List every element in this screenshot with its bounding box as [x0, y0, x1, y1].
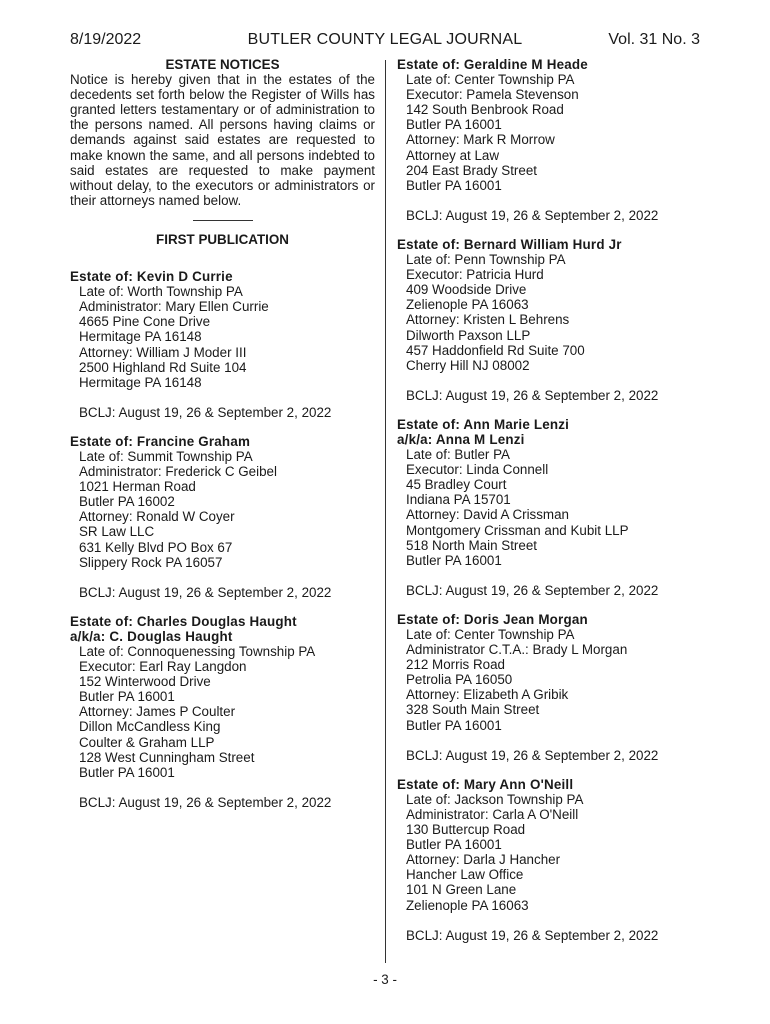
- estate-notice: [70, 614, 375, 810]
- estate-notice: [397, 57, 702, 223]
- publication-dates: BCLJ: August 19, 26 & September 2, 2022: [406, 582, 659, 598]
- estate-detail-line: Dilworth Paxson LLP: [406, 327, 531, 343]
- estate-detail-line: Butler PA 16001: [406, 177, 502, 193]
- estate-detail-line: Hermitage PA 16148: [79, 374, 202, 390]
- estate-title: Estate of: Mary Ann O'Neill: [397, 776, 574, 792]
- publication-dates: BCLJ: August 19, 26 & September 2, 2022: [79, 584, 332, 600]
- estate-detail-line: Zelienople PA 16063: [406, 297, 529, 313]
- publication-date: 8/19/2022: [70, 31, 142, 48]
- estate-detail-line: Zelienople PA 16063: [406, 897, 529, 913]
- estate-detail-line: Attorney: David A Crissman: [406, 507, 569, 523]
- estate-detail-line: 212 Morris Road: [406, 657, 505, 673]
- estate-detail-line: 152 Winterwood Drive: [79, 674, 211, 690]
- estate-detail-line: Late of: Center Township PA: [406, 72, 575, 88]
- estate-detail-line: Executor: Patricia Hurd: [406, 267, 544, 283]
- estate-detail-line: Administrator C.T.A.: Brady L Morgan: [406, 642, 628, 658]
- estate-detail-line: Attorney: Ronald W Coyer: [79, 509, 235, 525]
- estate-notice: [397, 417, 702, 598]
- estate-detail-line: 130 Buttercup Road: [406, 822, 526, 838]
- estate-detail-line: 101 N Green Lane: [406, 882, 517, 898]
- journal-title: BUTLER COUNTY LEGAL JOURNAL: [247, 31, 523, 48]
- estate-detail-line: Attorney: Mark R Morrow: [406, 132, 555, 148]
- estate-detail-line: Attorney: James P Coulter: [79, 704, 236, 720]
- estate-detail-line: Late of: Center Township PA: [406, 627, 575, 642]
- publication-dates: BCLJ: August 19, 26 & September 2, 2022: [406, 747, 659, 763]
- estate-title: Estate of: Francine Graham: [70, 433, 251, 449]
- estate-detail-line: Administrator: Mary Ellen Currie: [79, 299, 269, 315]
- page-number: - 3 -: [373, 972, 397, 987]
- estate-detail-line: 631 Kelly Blvd PO Box 67: [79, 539, 233, 555]
- estate-detail-line: Administrator: Frederick C Geibel: [79, 464, 277, 480]
- estate-detail-line: Butler PA 16001: [406, 717, 502, 733]
- estate-detail-line: Attorney: William J Moder III: [79, 344, 247, 360]
- estate-detail-line: 142 South Benbrook Road: [406, 102, 564, 118]
- estate-title: Estate of: Ann Marie Lenzi: [397, 416, 570, 432]
- estate-title: Estate of: Bernard William Hurd Jr: [397, 236, 622, 252]
- estate-detail-line: Petrolia PA 16050: [406, 672, 513, 688]
- publication-dates: BCLJ: August 19, 26 & September 2, 2022: [79, 404, 332, 420]
- estate-detail-line: Late of: Worth Township PA: [79, 284, 243, 300]
- estate-detail-line: Indiana PA 15701: [406, 492, 511, 508]
- estate-detail-line: Late of: Jackson Township PA: [406, 791, 584, 807]
- estate-detail-line: 518 North Main Street: [406, 537, 537, 553]
- estate-detail-line: Late of: Connoquenessing Township PA: [79, 644, 316, 659]
- estate-detail-line: SR Law LLC: [79, 524, 155, 540]
- estate-detail-line: Administrator: Carla A O'Neill: [406, 806, 579, 822]
- estate-detail-line: 4665 Pine Cone Drive: [79, 314, 211, 330]
- estate-detail-line: 128 West Cunningham Street: [79, 749, 255, 765]
- section-heading: ESTATE NOTICES: [165, 57, 280, 72]
- estate-detail-line: Executor: Linda Connell: [406, 462, 549, 478]
- estate-notice: [70, 269, 375, 420]
- estate-detail-line: Hermitage PA 16148: [79, 329, 202, 345]
- estate-detail-line: Coulter & Graham LLP: [79, 734, 215, 750]
- estate-detail-line: Cherry Hill NJ 08002: [406, 357, 530, 373]
- estate-detail-line: Butler PA 16001: [79, 764, 175, 780]
- estate-notice: [397, 612, 702, 763]
- estate-detail-line: Hancher Law Office: [406, 867, 524, 883]
- estate-notice: [397, 777, 702, 943]
- estate-aka: a/k/a: C. Douglas Haught: [70, 628, 233, 644]
- estate-detail-line: Executor: Earl Ray Langdon: [79, 659, 247, 675]
- estate-detail-line: Attorney: Elizabeth A Gribik: [406, 687, 569, 703]
- estate-detail-line: 1021 Herman Road: [79, 479, 196, 495]
- estate-detail-line: Slippery Rock PA 16057: [79, 554, 223, 570]
- publication-dates: BCLJ: August 19, 26 & September 2, 2022: [406, 207, 659, 223]
- estate-detail-line: Attorney: Kristen L Behrens: [406, 312, 570, 328]
- estate-detail-line: Montgomery Crissman and Kubit LLP: [406, 522, 629, 538]
- estate-detail-line: 2500 Highland Rd Suite 104: [79, 359, 247, 375]
- estate-notice: [397, 237, 702, 403]
- separator-rule: [193, 220, 253, 221]
- estate-title: Estate of: Charles Douglas Haught: [70, 613, 297, 629]
- estate-detail-line: 45 Bradley Court: [406, 477, 507, 493]
- left-estate-list: [70, 269, 375, 810]
- estate-detail-line: Butler PA 16001: [406, 552, 502, 568]
- estate-detail-line: Late of: Butler PA: [406, 447, 510, 463]
- estate-detail-line: 457 Haddonfield Rd Suite 700: [406, 342, 585, 358]
- estate-title: Estate of: Kevin D Currie: [70, 269, 233, 285]
- volume-number: Vol. 31 No. 3: [608, 31, 700, 48]
- estate-detail-line: 204 East Brady Street: [406, 162, 538, 178]
- estate-aka: a/k/a: Anna M Lenzi: [397, 431, 525, 447]
- estate-detail-line: 409 Woodside Drive: [406, 282, 527, 298]
- estate-detail-line: Attorney: Darla J Hancher: [406, 852, 561, 868]
- estate-detail-line: Dillon McCandless King: [79, 719, 221, 735]
- estate-detail-line: Late of: Penn Township PA: [406, 252, 566, 268]
- estate-title: Estate of: Doris Jean Morgan: [397, 611, 588, 627]
- publication-heading: FIRST PUBLICATION: [156, 231, 289, 247]
- estate-detail-line: Late of: Summit Township PA: [79, 448, 253, 464]
- notice-intro: Notice is hereby given that in the estates of the decedents set forth below the Register of Wills has granted letters testamentary or of administration to the persons named. All persons having claims or demands against said estates are requested to make known the same, and all persons indebted to said estates are requested to make payment without delay, to the executors or administrators or their attorneys named below.: [70, 72, 375, 208]
- column-divider: [385, 60, 386, 963]
- estate-detail-line: Attorney at Law: [406, 147, 500, 163]
- estate-detail-line: Executor: Pamela Stevenson: [406, 87, 579, 103]
- right-estate-list: [397, 57, 702, 943]
- estate-detail-line: Butler PA 16001: [79, 689, 175, 705]
- estate-detail-line: Butler PA 16001: [406, 117, 502, 133]
- estate-detail-line: Butler PA 16002: [79, 494, 175, 510]
- right-column: [397, 57, 702, 943]
- publication-dates: BCLJ: August 19, 26 & September 2, 2022: [79, 794, 332, 810]
- publication-dates: BCLJ: August 19, 26 & September 2, 2022: [406, 387, 659, 403]
- page-header: [70, 30, 700, 52]
- estate-detail-line: Butler PA 16001: [406, 837, 502, 853]
- left-column: [70, 57, 375, 810]
- estate-title: Estate of: Geraldine M Heade: [397, 57, 588, 72]
- estate-detail-line: 328 South Main Street: [406, 702, 540, 718]
- publication-dates: BCLJ: August 19, 26 & September 2, 2022: [406, 927, 659, 943]
- estate-notice: [70, 434, 375, 600]
